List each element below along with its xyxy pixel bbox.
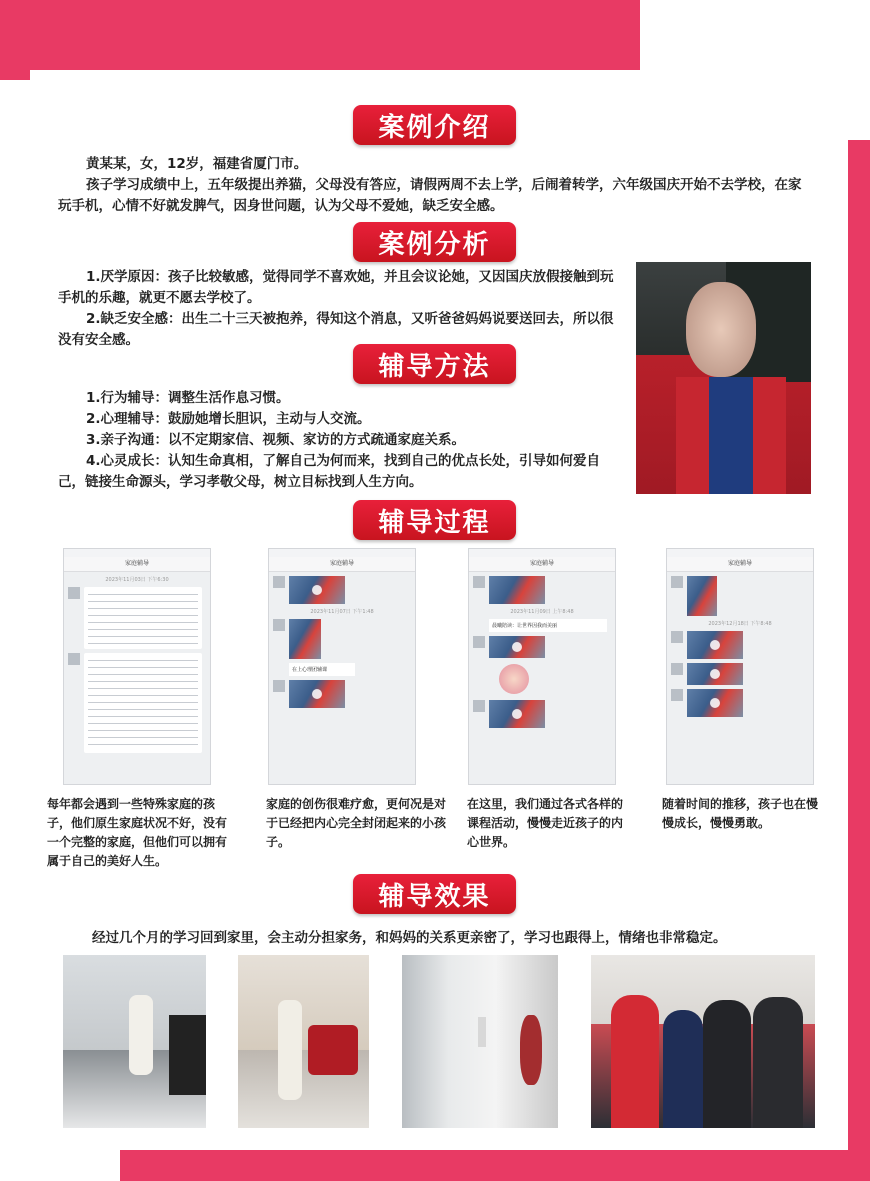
section-title-methods: 辅导方法 bbox=[353, 344, 516, 384]
intro-description: 孩子学习成绩中上，五年级提出养猫，父母没有答应，请假两周不去上学，后闹着转学，六年级国庆开始不去学校，在家玩手机，心情不好就发脾气，因身世问题，认为父母不爱她，缺乏安全感。 bbox=[58, 177, 802, 214]
chat-screenshot-2 bbox=[268, 548, 416, 785]
process-caption-4: 随着时间的推移，孩子也在慢慢成长，慢慢勇敢。 bbox=[662, 797, 819, 830]
video-thumbnail bbox=[289, 680, 345, 708]
family-person-3 bbox=[703, 1000, 751, 1128]
photo-thumbnail bbox=[489, 576, 545, 604]
method-point-1: 1.行为辅导：调整生活作息习惯。 bbox=[86, 390, 290, 406]
section-title-intro: 案例介绍 bbox=[353, 105, 516, 145]
bottom-magenta-band bbox=[120, 1150, 870, 1181]
home-photo-living bbox=[238, 955, 369, 1128]
living-person bbox=[278, 1000, 302, 1100]
family-person-2 bbox=[663, 1010, 703, 1128]
top-magenta-band bbox=[0, 0, 640, 80]
chat-bubble bbox=[84, 653, 202, 753]
section-title-analysis: 案例分析 bbox=[353, 222, 516, 262]
chat-screenshot-4 bbox=[666, 548, 814, 785]
chat-timestamp: 2023年12月18日 下午8:48 bbox=[708, 621, 772, 627]
process-caption-3: 在这里，我们通过各式各样的课程活动，慢慢走近孩子的内心世界。 bbox=[467, 797, 624, 849]
method-point-2: 2.心理辅导：鼓励她增长胆识，主动与人交流。 bbox=[86, 411, 371, 427]
video-thumbnail bbox=[489, 636, 545, 658]
method-point-4: 4.心灵成长：认知生命真相，了解自己为何而来，找到自己的优点长处，引导如何爱自己，链接生命源头，学习孝敬父母，树立目标找到人生方向。 bbox=[58, 453, 601, 490]
chat-timestamp: 2023年11月07日 下午1:48 bbox=[310, 609, 374, 615]
chat-header: 家庭辅导 bbox=[469, 557, 615, 572]
analysis-point-2: 2.缺乏安全感：出生二十三天被抱养，得知这个消息，又听爸爸妈妈说要送回去，所以很没有安全感。 bbox=[58, 311, 614, 348]
family-person-4 bbox=[753, 997, 803, 1128]
chat-screenshot-3 bbox=[468, 548, 616, 785]
process-caption-1: 每年都会遇到一些特殊家庭的孩子，他们原生家庭状况不好，没有一个完整的家庭，但他们可以拥有属于自己的美好人生。 bbox=[47, 797, 228, 868]
chat-bubble bbox=[84, 587, 202, 649]
video-thumbnail bbox=[687, 663, 743, 685]
sticker-image bbox=[499, 664, 529, 694]
home-photo-kitchen bbox=[63, 955, 206, 1128]
kitchen-person bbox=[129, 995, 153, 1075]
chat-screenshot-1 bbox=[63, 548, 211, 785]
method-point-3: 3.亲子沟通：以不定期家信、视频、家访的方式疏通家庭关系。 bbox=[86, 432, 466, 448]
video-thumbnail bbox=[289, 576, 345, 604]
chat-timestamp: 2023年11月03日 下午6:30 bbox=[105, 577, 169, 583]
video-thumbnail bbox=[687, 631, 743, 659]
hallway-plant bbox=[520, 1015, 542, 1085]
family-person-1 bbox=[611, 995, 659, 1128]
portrait-face bbox=[686, 282, 756, 377]
chat-timestamp: 2023年11月09日 上午8:48 bbox=[510, 609, 574, 615]
video-thumbnail bbox=[489, 700, 545, 728]
portrait-photo bbox=[636, 262, 811, 494]
analysis-text bbox=[58, 267, 618, 351]
portrait-jacket bbox=[676, 377, 786, 494]
video-thumbnail bbox=[687, 689, 743, 717]
kitchen-oven bbox=[169, 1015, 206, 1095]
section-title-effect: 辅导效果 bbox=[353, 874, 516, 914]
process-caption-2: 家庭的创伤很难疗愈，更何况是对于已经把内心完全封闭起来的小孩子。 bbox=[266, 797, 447, 849]
chat-header: 家庭辅导 bbox=[667, 557, 813, 572]
status-bar bbox=[64, 549, 210, 557]
intro-text bbox=[58, 154, 808, 217]
intro-profile: 黄某某，女，12岁，福建省厦门市。 bbox=[86, 156, 308, 172]
home-photo-hallway bbox=[402, 955, 558, 1128]
section-title-process: 辅导过程 bbox=[353, 500, 516, 540]
chat-header: 家庭辅导 bbox=[269, 557, 415, 572]
effect-summary: 经过几个月的学习回到家里，会主动分担家务，和妈妈的关系更亲密了，学习也跟得上，情绪也非常稳定。 bbox=[92, 930, 727, 946]
living-table bbox=[308, 1025, 358, 1075]
home-photo-family bbox=[591, 955, 815, 1128]
methods-text bbox=[58, 388, 618, 493]
photo-thumbnail bbox=[687, 576, 717, 616]
status-bar bbox=[469, 549, 615, 557]
status-bar bbox=[269, 549, 415, 557]
status-bar bbox=[667, 549, 813, 557]
chat-text-bubble: 在上心理团辅课 bbox=[289, 663, 355, 676]
analysis-point-1: 1.厌学原因：孩子比较敏感，觉得同学不喜欢她，并且会议论她，又因国庆放假接触到玩手机的乐趣，就更不愿去学校了。 bbox=[58, 269, 614, 306]
hallway-person bbox=[478, 1017, 486, 1047]
photo-thumbnail bbox=[289, 619, 321, 659]
chat-header: 家庭辅导 bbox=[64, 557, 210, 572]
chat-text-bubble: 晨曦陪读：让世界因我而美丽 bbox=[489, 619, 607, 632]
